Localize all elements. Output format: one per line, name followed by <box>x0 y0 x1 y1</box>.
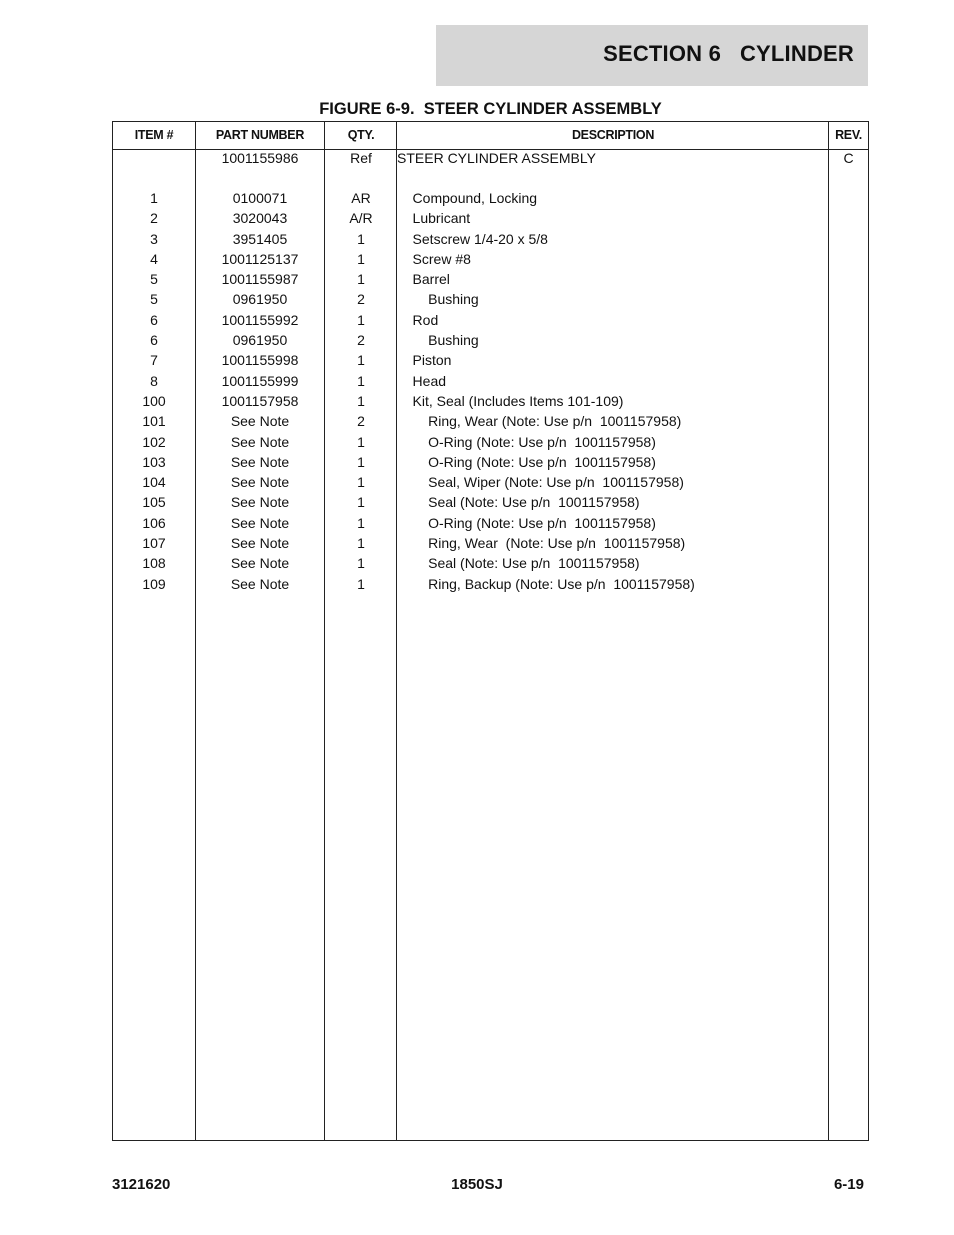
qty-cell: AR <box>351 190 371 206</box>
description-cell: Setscrew 1/4-20 x 5/8 <box>397 230 548 247</box>
qty-cell: 1 <box>357 311 365 328</box>
description-cell: Seal (Note: Use p/n 1001157958) <box>397 555 640 572</box>
qty-cell: 1 <box>357 250 365 267</box>
table-row <box>113 452 868 472</box>
description-cell: STEER CYLINDER ASSEMBLY <box>397 150 596 166</box>
description-cell: Rod <box>397 311 439 328</box>
table-row <box>113 553 868 573</box>
description-cell: Barrel <box>397 271 450 288</box>
description-cell: Seal (Note: Use p/n 1001157958) <box>397 494 640 511</box>
description-cell: O-Ring (Note: Use p/n 1001157958) <box>397 433 656 450</box>
parts-table <box>112 121 869 1141</box>
part-number-cell: See Note <box>230 433 290 450</box>
table-row <box>113 310 868 330</box>
part-number-cell: See Note <box>230 474 290 491</box>
part-number-cell: 3951405 <box>232 230 288 247</box>
part-number-cell: See Note <box>230 575 290 592</box>
table-row <box>113 148 868 188</box>
part-number-cell: 1001157958 <box>221 392 299 409</box>
qty-cell: A/R <box>349 210 373 227</box>
part-number-cell: See Note <box>230 535 290 552</box>
qty-cell: 1 <box>357 271 365 288</box>
part-number-cell: See Note <box>230 514 290 531</box>
qty-cell: 1 <box>357 433 365 450</box>
item-cell: 102 <box>142 433 166 450</box>
qty-cell: 1 <box>357 392 365 409</box>
description-cell: Kit, Seal (Includes Items 101-109) <box>397 392 624 409</box>
description-cell: Compound, Locking <box>397 190 538 206</box>
part-number-cell: See Note <box>230 453 290 470</box>
table-row <box>113 350 868 370</box>
part-number-cell: See Note <box>230 494 290 511</box>
qty-cell: 1 <box>357 555 365 572</box>
part-number-cell: 1001155987 <box>221 271 299 288</box>
header-part-number: PART NUMBER <box>215 128 305 142</box>
description-cell: Ring, Backup (Note: Use p/n 1001157958) <box>397 575 695 592</box>
item-cell: 3 <box>150 230 158 247</box>
description-cell: Seal, Wiper (Note: Use p/n 1001157958) <box>397 474 684 491</box>
description-cell: Bushing <box>397 332 479 349</box>
item-cell: 6 <box>150 311 158 328</box>
description-cell: O-Ring (Note: Use p/n 1001157958) <box>397 453 656 470</box>
part-number-cell: 1001155998 <box>221 352 299 369</box>
part-number-cell: 1001155999 <box>221 372 299 389</box>
table-row <box>113 574 868 594</box>
table-row <box>113 432 868 452</box>
description-cell: Bushing <box>397 291 479 308</box>
part-number-cell: 1001155986 <box>221 150 299 166</box>
table-row <box>113 330 868 350</box>
qty-cell: 1 <box>357 352 365 369</box>
rev-cell: C <box>843 150 854 166</box>
qty-cell: 2 <box>357 332 365 349</box>
section-header <box>436 25 868 86</box>
qty-cell: 1 <box>357 230 365 247</box>
item-cell: 6 <box>150 332 158 349</box>
description-cell: Ring, Wear (Note: Use p/n 1001157958) <box>397 413 682 430</box>
item-cell: 109 <box>142 575 166 592</box>
header-qty: QTY. <box>347 128 375 142</box>
qty-cell: 1 <box>357 535 365 552</box>
part-number-cell: 0961950 <box>232 291 288 308</box>
part-number-cell: 3020043 <box>232 210 288 227</box>
qty-cell: 1 <box>357 474 365 491</box>
table-row <box>113 472 868 492</box>
footer-doc-number: 3121620 <box>112 1176 171 1193</box>
item-cell: 5 <box>150 291 158 308</box>
qty-cell: Ref <box>350 150 372 166</box>
table-body <box>113 148 868 594</box>
item-cell: 8 <box>150 372 158 389</box>
qty-cell: 1 <box>357 372 365 389</box>
table-row <box>113 492 868 512</box>
description-cell: Ring, Wear (Note: Use p/n 1001157958) <box>397 535 686 552</box>
table-row <box>113 289 868 309</box>
part-number-cell: 1001125137 <box>221 250 299 267</box>
part-number-cell: 0961950 <box>232 332 288 349</box>
table-row <box>113 208 868 228</box>
item-cell: 100 <box>142 392 166 409</box>
table-row <box>113 533 868 553</box>
qty-cell: 1 <box>357 514 365 531</box>
table-row <box>113 249 868 269</box>
table-row <box>113 188 868 208</box>
description-cell: Screw #8 <box>397 250 471 267</box>
item-cell: 5 <box>150 271 158 288</box>
table-row <box>113 391 868 411</box>
figure-title: FIGURE 6-9. STEER CYLINDER ASSEMBLY <box>319 100 662 118</box>
part-number-cell: 1001155992 <box>221 311 299 328</box>
part-number-cell: See Note <box>230 413 290 430</box>
header-rev: REV. <box>835 128 862 142</box>
section-title: SECTION 6 CYLINDER <box>603 41 854 66</box>
item-cell: 108 <box>142 555 166 572</box>
item-cell: 7 <box>150 352 158 369</box>
table-row <box>113 269 868 289</box>
item-cell: 4 <box>150 250 158 267</box>
description-cell: O-Ring (Note: Use p/n 1001157958) <box>397 514 656 531</box>
item-cell: 107 <box>142 535 166 552</box>
qty-cell: 2 <box>357 413 365 430</box>
description-cell: Piston <box>397 352 452 369</box>
item-cell: 105 <box>142 494 166 511</box>
item-cell: 1 <box>150 190 158 206</box>
qty-cell: 1 <box>357 575 365 592</box>
qty-cell: 1 <box>357 494 365 511</box>
qty-cell: 2 <box>357 291 365 308</box>
table-row <box>113 411 868 431</box>
table-row <box>113 371 868 391</box>
item-cell: 103 <box>142 453 166 470</box>
part-number-cell: 0100071 <box>232 190 288 206</box>
header-item: ITEM # <box>134 128 174 142</box>
footer-page-number: 6-19 <box>833 1176 864 1193</box>
header-description: DESCRIPTION <box>571 128 655 142</box>
table-row <box>113 229 868 249</box>
table-row <box>113 513 868 533</box>
item-cell: 101 <box>142 413 166 430</box>
description-cell: Lubricant <box>397 210 471 227</box>
item-cell: 106 <box>142 514 166 531</box>
qty-cell: 1 <box>357 453 365 470</box>
footer-model: 1850SJ <box>451 1176 503 1193</box>
item-cell: 104 <box>142 474 166 491</box>
item-cell: 2 <box>150 210 158 227</box>
part-number-cell: See Note <box>230 555 290 572</box>
description-cell: Head <box>397 372 447 389</box>
